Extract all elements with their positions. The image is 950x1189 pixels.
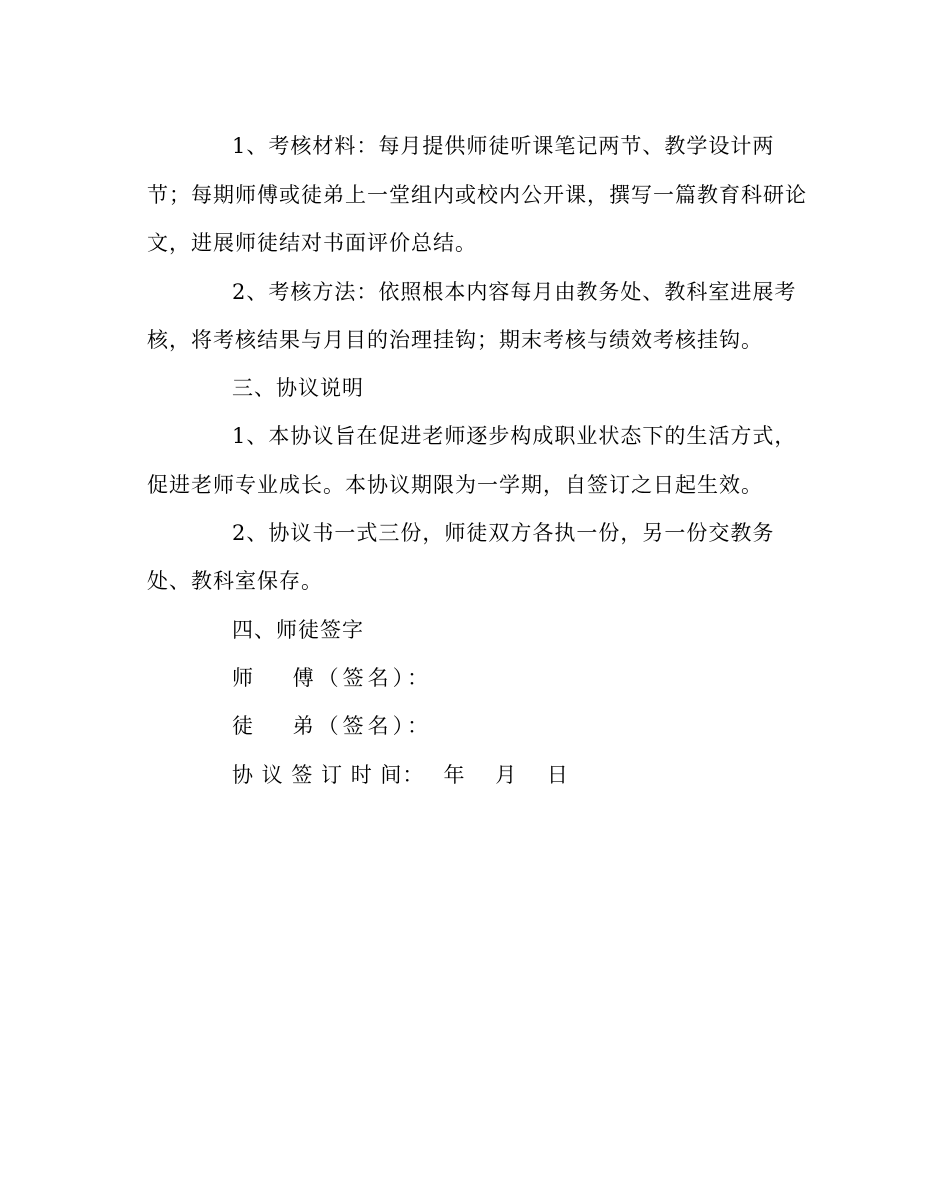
section-heading-signatures: 四、师徒签字 <box>232 618 364 642</box>
agreement-purpose-line-2: 促进老师专业成长。本协议期限为一学期，自签订之日起生效。 <box>147 473 763 497</box>
assessment-method-line-2: 核，将考核结果与月目的治理挂钩；期末考核与绩效考核挂钩。 <box>147 328 763 352</box>
agreement-copies-line-2: 处、教科室保存。 <box>147 569 323 593</box>
assessment-materials-line-1: 1、考核材料：每月提供师徒听课笔记两节、教学设计两 <box>232 134 775 158</box>
signing-date-line: 协 议 签 订 时 间： 年 月 日 <box>232 763 569 787</box>
assessment-materials-line-2: 节；每期师傅或徒弟上一堂组内或校内公开课，撰写一篇教育科研论 <box>147 183 807 207</box>
agreement-copies-line-1: 2、协议书一式三份，师徒双方各执一份，另一份交教务 <box>232 521 775 545</box>
assessment-method-line-1: 2、考核方法：依照根本内容每月由教务处、教科室进展考 <box>232 280 797 304</box>
section-heading-agreement-notes: 三、协议说明 <box>232 376 364 400</box>
assessment-materials-line-3: 文，进展师徒结对书面评价总结。 <box>147 231 477 255</box>
agreement-purpose-line-1: 1、本协议旨在促进老师逐步构成职业状态下的生活方式， <box>232 424 797 448</box>
apprentice-signature-line: 徒 弟（签名）： <box>232 714 433 738</box>
mentor-signature-line: 师 傅（签名）： <box>232 666 433 690</box>
